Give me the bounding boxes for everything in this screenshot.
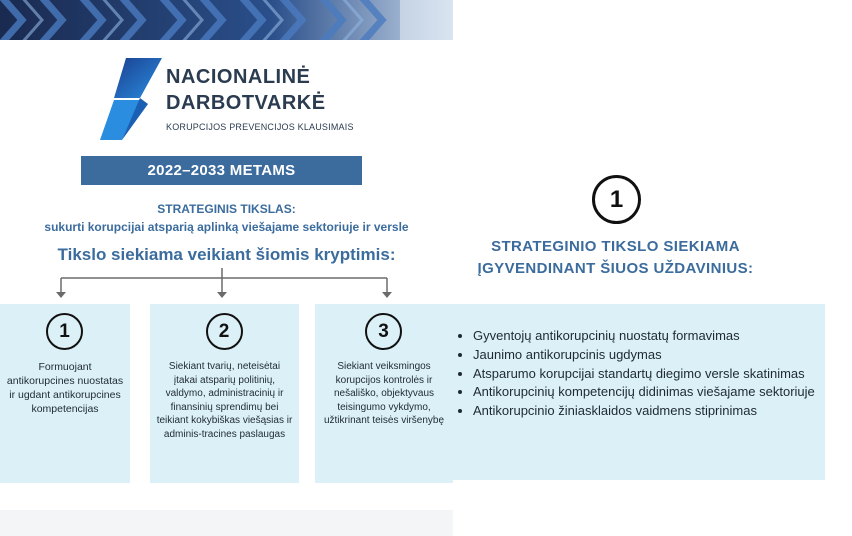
- tasks-list: [453, 327, 817, 421]
- task-item: • Antikorupcinio žiniasklaidos vaidmens stiprinimas: [473, 402, 817, 421]
- direction-text: Siekiant tvarių, neteisėtai įtakai atsparių politinių, valdymo, administracinių ir finansinių sprendimų bei teikiant kokybiškas viešąsias ir adminis-tracines paslaugas: [156, 361, 293, 440]
- tasks-title-line2: ĮGYVENDINANT ŠIUOS UŽDAVINIUS:: [477, 260, 754, 277]
- direction-card-1: [0, 304, 130, 483]
- goal-text: sukurti korupcijai atsparią aplinką viešajame sektoriuje ir versle: [44, 220, 409, 234]
- tasks-title-line1: STRATEGINIO TIKSLO SIEKIAMA: [491, 238, 740, 255]
- direction-connector-lines: [0, 268, 453, 304]
- chevron-banner: [0, 0, 453, 40]
- task-group-number: 1: [592, 175, 641, 224]
- chevron-pattern-icon: [0, 0, 453, 40]
- arrow-down-icon: [217, 292, 227, 298]
- direction-number: 2: [206, 313, 243, 350]
- direction-text: Formuojant antikorupcines nuostatas ir ugdant antikorupcines kompetencijas: [6, 361, 124, 415]
- brand-title-line2: DARBOTVARKĖ: [166, 92, 326, 114]
- direction-card-2: [150, 304, 299, 483]
- directions-title: Tikslo siekiama veikiant šiomis kryptimis:: [57, 245, 396, 264]
- task-item: • Gyventojų antikorupcinių nuostatų formavimas: [473, 327, 817, 346]
- brand-subtitle: KORUPCIJOS PREVENCIJOS KLAUSIMAIS: [166, 122, 354, 132]
- direction-number: 3: [365, 313, 402, 350]
- direction-card-3: [315, 304, 453, 483]
- direction-number: 1: [46, 313, 83, 350]
- task-item: • Atsparumo korupcijai standartų diegimo versle skatinimas: [473, 365, 817, 384]
- direction-text: Siekiant veiksmingos korupcijos kontrolės ir nešališko, objektyvaus teisingumo vykdymo, užtikrinant teisės viršenybę: [323, 361, 445, 426]
- task-item: • Jaunimo antikorupcinis ugdymas: [473, 346, 817, 365]
- logo-icon: [100, 58, 164, 140]
- arrow-down-icon: [56, 292, 66, 298]
- goal-heading: STRATEGINIS TIKSLAS:: [157, 202, 296, 216]
- tasks-box: [453, 304, 825, 480]
- task-item: • Antikorupcinių kompetencijų didinimas viešajame sektoriuje: [473, 383, 817, 402]
- arrow-down-icon: [382, 292, 392, 298]
- page-bottom-strip: [0, 510, 453, 536]
- period-banner: 2022–2033 METAMS: [81, 156, 362, 185]
- brand-title-line1: NACIONALINĖ: [166, 66, 311, 88]
